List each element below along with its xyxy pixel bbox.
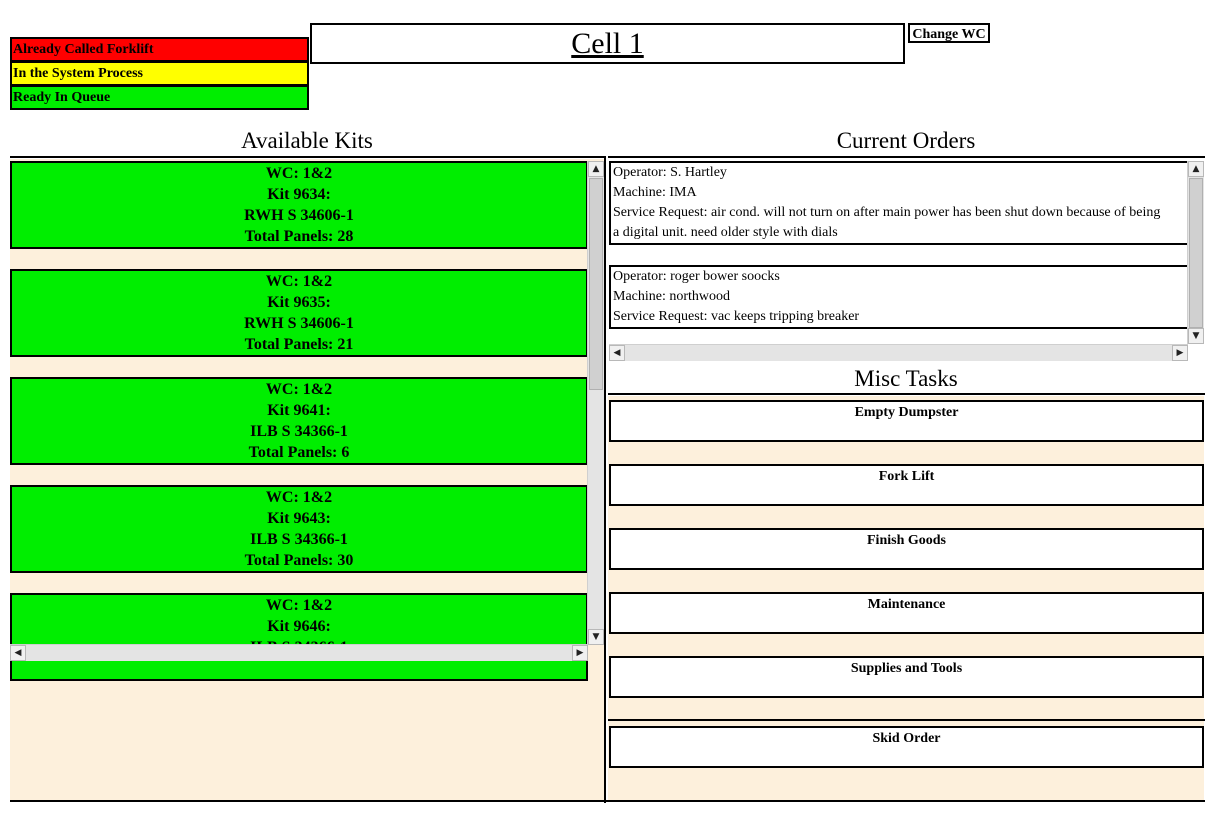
task-finish-goods-button[interactable]: Finish Goods xyxy=(609,528,1204,570)
legend-ready-in-queue: Ready In Queue xyxy=(10,85,309,110)
arrow-left-icon[interactable]: ◀ xyxy=(10,645,26,661)
kit-wc: WC: 1&2 xyxy=(265,273,333,290)
kit-wc: WC: 1&2 xyxy=(265,597,333,614)
order-machine: Machine: IMA xyxy=(613,185,697,200)
order-card[interactable] xyxy=(609,265,1190,329)
orders-vertical-scrollbar[interactable] xyxy=(1187,161,1204,344)
kit-part: RWH S 34606-1 xyxy=(244,207,354,224)
available-kits-title: Available Kits xyxy=(241,128,373,153)
order-card[interactable] xyxy=(609,161,1190,245)
legend-already-called-forklift: Already Called Forklift xyxy=(10,37,309,62)
arrow-right-icon[interactable]: ▶ xyxy=(572,645,588,661)
kit-card[interactable] xyxy=(10,377,588,465)
kit-number: Kit 9646: xyxy=(267,618,331,635)
kits-header-divider xyxy=(10,156,606,158)
arrow-right-icon[interactable]: ▶ xyxy=(1172,345,1188,361)
kit-card[interactable] xyxy=(10,161,588,249)
arrow-up-icon[interactable]: ▲ xyxy=(588,161,604,177)
orders-list[interactable] xyxy=(609,161,1188,344)
kit-panels: Total Panels: 28 xyxy=(244,228,354,245)
kit-wc: WC: 1&2 xyxy=(265,165,333,182)
kit-part: ILB S 34366-1 xyxy=(250,423,348,440)
skid-divider xyxy=(608,719,1205,721)
bottom-border xyxy=(10,800,1205,802)
arrow-down-icon[interactable]: ▼ xyxy=(588,629,604,645)
orders-header-divider xyxy=(608,156,1205,158)
misc-header-divider xyxy=(608,393,1205,395)
arrow-up-icon[interactable]: ▲ xyxy=(1188,161,1204,177)
kit-number: Kit 9643: xyxy=(267,510,331,527)
center-divider xyxy=(604,156,606,803)
kit-panels: Total Panels: 6 xyxy=(248,444,350,461)
kit-number: Kit 9641: xyxy=(267,402,331,419)
kits-vertical-scrollbar[interactable] xyxy=(587,161,604,645)
cell-title: Cell 1 xyxy=(310,23,905,64)
kit-part: ILB S 34366-1 xyxy=(250,531,348,548)
order-operator: Operator: roger bower soocks xyxy=(613,269,780,284)
kits-scroll-thumb[interactable] xyxy=(589,178,603,390)
task-fork-lift-button[interactable]: Fork Lift xyxy=(609,464,1204,506)
arrow-down-icon[interactable]: ▼ xyxy=(1188,328,1204,344)
orders-horizontal-scrollbar[interactable] xyxy=(609,344,1188,361)
order-machine: Machine: northwood xyxy=(613,289,731,304)
kit-card[interactable] xyxy=(10,485,588,573)
arrow-left-icon[interactable]: ◀ xyxy=(609,345,625,361)
orders-scroll-thumb[interactable] xyxy=(1189,178,1203,328)
kit-card[interactable] xyxy=(10,269,588,357)
misc-tasks-title: Misc Tasks xyxy=(854,366,958,391)
kits-horizontal-scrollbar[interactable] xyxy=(10,644,588,661)
current-orders-title: Current Orders xyxy=(836,128,976,153)
legend-in-system-process: In the System Process xyxy=(10,61,309,86)
kit-wc: WC: 1&2 xyxy=(265,489,333,506)
task-empty-dumpster-button[interactable]: Empty Dumpster xyxy=(609,400,1204,442)
kit-number: Kit 9635: xyxy=(267,294,331,311)
kit-panels: Total Panels: 30 xyxy=(244,552,354,569)
order-request: Service Request: air cond. will not turn on after main power has been shut down because of being a digital unit. need older style with dials xyxy=(613,205,1161,240)
kit-number: Kit 9634: xyxy=(267,186,331,203)
kit-panels xyxy=(12,658,586,679)
kit-card[interactable] xyxy=(10,593,588,681)
task-supplies-and-tools-button[interactable]: Supplies and Tools xyxy=(609,656,1204,698)
change-wc-button[interactable]: Change WC xyxy=(908,23,990,43)
order-request: Service Request: vac keeps tripping breaker xyxy=(613,309,860,324)
kit-panels: Total Panels: 21 xyxy=(244,336,354,353)
kits-list[interactable] xyxy=(10,161,588,645)
skid-order-button[interactable]: Skid Order xyxy=(609,726,1204,768)
kit-wc: WC: 1&2 xyxy=(265,381,333,398)
task-maintenance-button[interactable]: Maintenance xyxy=(609,592,1204,634)
kit-part: RWH S 34606-1 xyxy=(244,315,354,332)
order-operator: Operator: S. Hartley xyxy=(613,165,727,180)
